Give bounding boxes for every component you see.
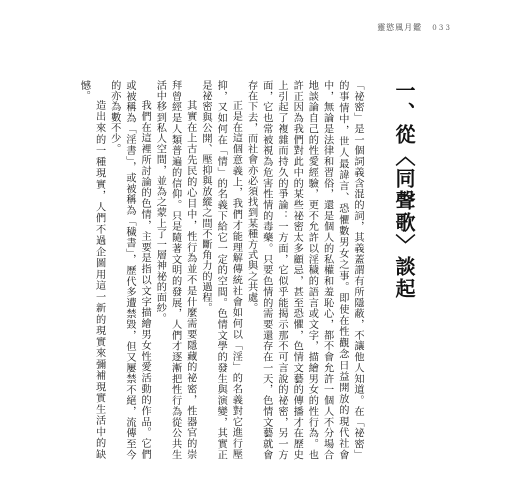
paragraph: 「祕密」是一個詞義含混的詞，其義蓋謂有所隱蔽，不讓他人知道。在「祕密」的事情中，世人最諱言、恐懼數男女之事。即使在性觀念日益開放的現代社會中，無論是法律和習俗，還是個人的私權和羞恥心，都不會允許一個人不分場合地談論自己的性愛經驗，更不允許以淫穢的語言或文字，描繪男女的性行為。也許正因為我們對此中的某些祕密太多顧忌，甚至恐懼，色情文藝的傳播才在歷史上引起了複雜而持久的爭論：一方面，它似乎能揭示那不可言說的祕密，另一方面，它也常被視為危害性情的毒藥。只要色情的需要還存在一天，色情文藝就會存在下去，而社會亦必須找到某種方式與之共處。 bbox=[245, 80, 363, 460]
page-header bbox=[377, 22, 450, 33]
paragraph: 其實在上古先民的心目中，性行為並不是什麼需要隱藏的祕密，性器官的崇拜曾經是人類普遍的信仰。只是隨著文明的發展，人們才逐漸把性行為從公共生活中移到私人空間，並為之蒙上了一層神祕的面紗。 bbox=[154, 80, 196, 460]
section-title: 一、從〈同聲歌〉談起 bbox=[392, 80, 416, 300]
paragraph: 正是在這個意義上，我們才能理解傳統社會如何以「淫」的名義對它進行壓抑，又如何在「情」的名義下給它一定的空間。色情文學的發生與演變，其實正是祕密與公開、壓抑與放縱之間不斷角力的過程。 bbox=[199, 80, 242, 460]
page-number: 0 3 3 bbox=[432, 23, 450, 32]
running-head: 靈慾風月鑑 bbox=[377, 23, 423, 32]
body-text bbox=[45, 80, 365, 460]
paragraph: 我們在這裡所討論的色情，主要是指以文字描繪男女性愛活動的作品。它們或被稱為「淫書」，或被稱為「穢書」，歷代多遭禁毀，但又屢禁不絕，流傳至今的亦為數不少。 bbox=[108, 80, 151, 460]
paragraph: 造出來的一種現實，人們不過企圖用這一新的現實來彌補現實生活中的缺憾。 bbox=[78, 80, 105, 460]
